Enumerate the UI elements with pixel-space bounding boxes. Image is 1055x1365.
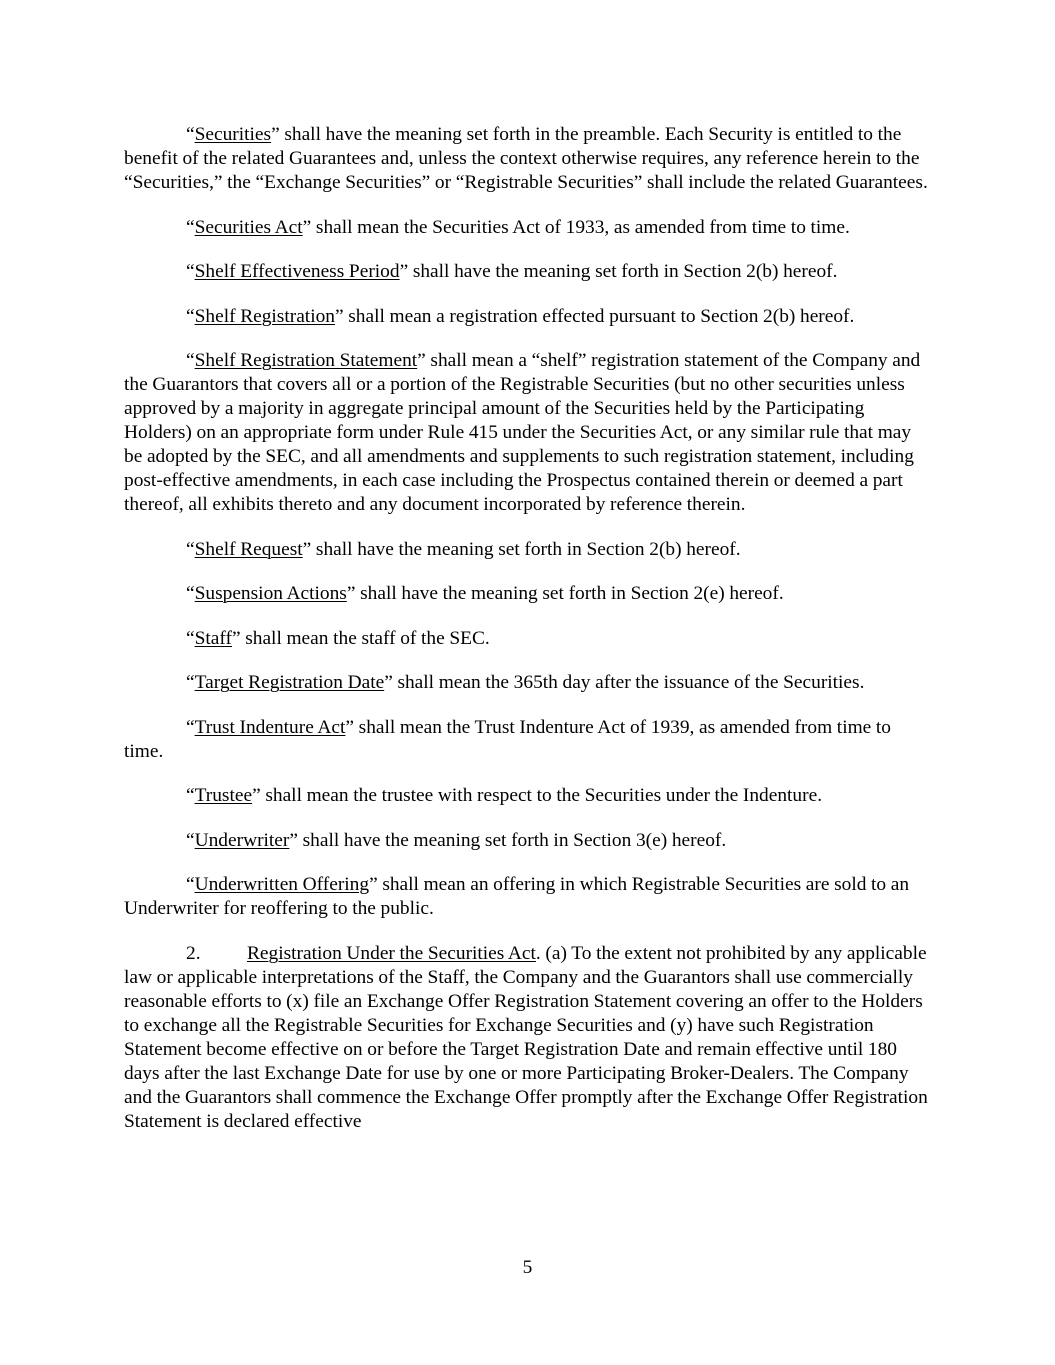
definition-suspension-actions: “Suspension Actions” shall have the meaning set forth in Section 2(e) hereof. [186, 583, 784, 604]
defined-term: Trust Indenture Act [194, 716, 346, 738]
definition-underwriter: “Underwriter” shall have the meaning set forth in Section 3(e) hereof. [186, 829, 727, 851]
defined-term: Staff [194, 627, 232, 649]
definition-text: ” shall mean the Securities Act of 1933, as amended from time to time. [302, 216, 850, 238]
definition-text: ” shall mean an offering in which Registrable Securities are sold to an Underwriter for reoffering to the public. [124, 874, 910, 919]
page-number: 5 [522, 1257, 533, 1278]
defined-term: Shelf Registration Statement [194, 350, 418, 371]
section-text: . (a) To the extent not prohibited by any applicable law or applicable interpretations of the Staff, the Company and the Guarantors shall use commercially reasonable efforts to (x) file an Exchange Offer Registration Statement covering an offer to the Holders to exchange all the Registrable Securities for Exchange Securities and (y) have such Registration Statement become effective on or before the Target Registration Date and remain effective until 180 days after the last Exchange Date for use by one or more Participating Broker-Dealers. The Company and the Guarantors shall commence the Exchange Offer promptly after the Exchange Offer Registration Statement is declared effective [124, 942, 928, 1132]
definition-text: ” shall mean the trustee with respect to the Securities under the Indenture. [252, 785, 823, 806]
definition-text: ” shall mean a registration effected pursuant to Section 2(b) hereof. [334, 305, 855, 327]
defined-term: Target Registration Date [194, 672, 385, 693]
definition-trustee: “Trustee” shall mean the trustee with respect to the Securities under the Indenture. [186, 785, 823, 806]
defined-term: Shelf Registration [194, 305, 335, 327]
definition-securities: “Securities” shall have the meaning set forth in the preamble. Each Security is entitled to the benefit of the related Guarantees and, unless the context otherwise requires, any reference herein to the “Securities,” the “Exchange Securities” or “Registrable Securities” shall include the related Guarantees. [124, 124, 928, 193]
defined-term: Underwritten Offering [194, 874, 370, 895]
defined-term: Trustee [194, 785, 253, 806]
section-heading: Registration Under the Securities Act [247, 942, 536, 964]
definition-underwritten-offering: “Underwritten Offering” shall mean an offering in which Registrable Securities are sold to an Underwriter for reoffering to the public. [124, 874, 910, 919]
defined-term: Securities [194, 124, 272, 145]
document-page [124, 123, 930, 1154]
defined-term: Shelf Effectiveness Period [194, 261, 400, 282]
definition-trust-indenture-act: “Trust Indenture Act” shall mean the Trust Indenture Act of 1939, as amended from time to time. [124, 716, 892, 762]
definition-text: ” shall mean the Trust Indenture Act of 1939, as amended from time to time. [124, 716, 892, 762]
definition-text: ” shall have the meaning set forth in Section 3(e) hereof. [289, 829, 727, 851]
definition-text: ” shall mean the staff of the SEC. [231, 627, 490, 649]
section-2-registration [124, 942, 930, 1134]
definition-text: ” shall have the meaning set forth in Section 2(b) hereof. [399, 261, 838, 282]
definition-target-registration-date: “Target Registration Date” shall mean the 365th day after the issuance of the Securities. [186, 672, 865, 693]
definition-shelf-request: “Shelf Request” shall have the meaning set forth in Section 2(b) hereof. [186, 538, 741, 560]
defined-term: Securities Act [194, 216, 303, 238]
defined-term: Suspension Actions [194, 583, 347, 604]
definition-securities-act: “Securities Act” shall mean the Securities Act of 1933, as amended from time to time. [186, 216, 850, 238]
defined-term: Shelf Request [194, 538, 303, 560]
definition-shelf-registration-statement: “Shelf Registration Statement” shall mean a “shelf” registration statement of the Company and the Guarantors that covers all or a portion of the Registrable Securities (but no other securities unless approved by a majority in aggregate principal amount of the Securities held by the Participating Holders) on an appropriate form under Rule 415 under the Securities Act, or any similar rule that may be adopted by the SEC, and all amendments and supplements to such registration statement, including post-effective amendments, in each case including the Prospectus contained therein or deemed a part thereof, all exhibits thereto and any document incorporated by reference therein. [124, 350, 921, 515]
defined-term: Underwriter [194, 829, 290, 851]
definition-shelf-effectiveness-period: “Shelf Effectiveness Period” shall have the meaning set forth in Section 2(b) hereof. [186, 261, 838, 282]
definition-text: ” shall have the meaning set forth in Section 2(b) hereof. [302, 538, 741, 560]
definition-text: ” shall have the meaning set forth in the preamble. Each Security is entitled to the benefit of the related Guarantees and, unless the context otherwise requires, any reference herein to the “Securities,” the “Exchange Securities” or “Registrable Securities” shall include the related Guarantees. [124, 124, 928, 193]
definition-shelf-registration: “Shelf Registration” shall mean a registration effected pursuant to Section 2(b) hereof. [186, 305, 855, 327]
definition-text: ” shall mean the 365th day after the issuance of the Securities. [384, 672, 865, 693]
definition-staff: “Staff” shall mean the staff of the SEC. [186, 627, 490, 649]
section-number: 2. [186, 942, 201, 964]
definition-text: ” shall mean a “shelf” registration statement of the Company and the Guarantors that covers all or a portion of the Registrable Securities (but no other securities unless approved by a majority in aggregate principal amount of the Securities held by the Participating Holders) on an appropriate form under Rule 415 under the Securities Act, or any similar rule that may be adopted by the SEC, and all amendments and supplements to such registration statement, including post-effective amendments, in each case including the Prospectus contained therein or deemed a part thereof, all exhibits thereto and any document incorporated by reference therein. [124, 350, 921, 515]
definition-text: ” shall have the meaning set forth in Section 2(e) hereof. [346, 583, 784, 604]
